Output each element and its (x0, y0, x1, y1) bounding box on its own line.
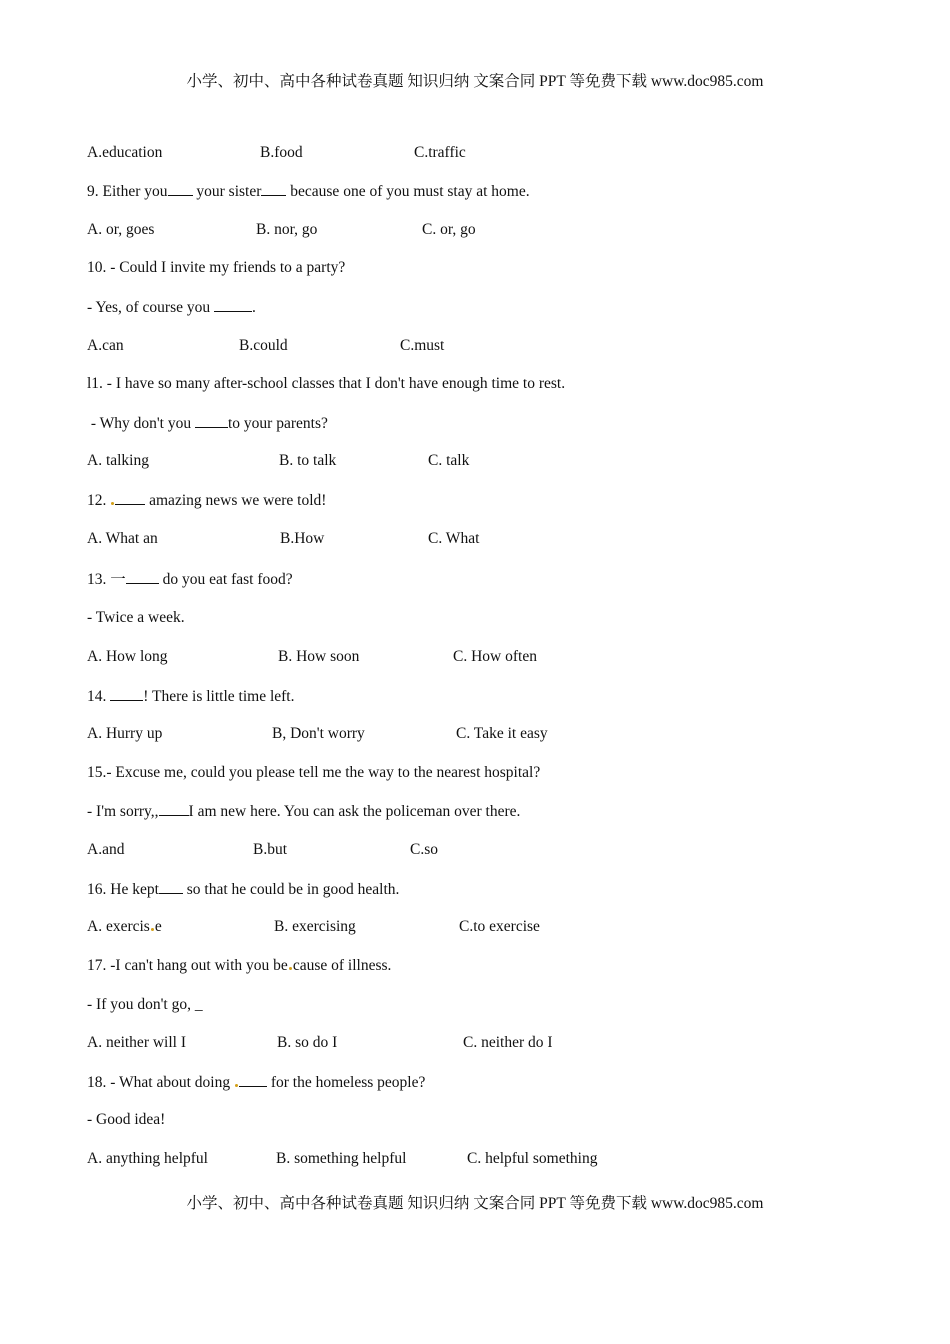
q17-option-c: C. neither do I (463, 1034, 553, 1051)
q18-stem: 18. - What about doing for the homeless people? (87, 1074, 426, 1091)
q10-option-b: B.could (239, 337, 288, 354)
q12-stem: 12. amazing news we were told! (87, 492, 327, 509)
q13-option-a: A. How long (87, 648, 168, 665)
q13-stem: 13. 一 do you eat fast food? (87, 571, 293, 588)
q11-option-b: B. to talk (279, 452, 337, 469)
q14-option-b: B, Don't worry (272, 725, 365, 742)
q12-option-a: A. What an (87, 530, 158, 547)
q18-option-b: B. something helpful (276, 1150, 407, 1167)
q13-option-c: C. How often (453, 648, 537, 665)
q18-option-c: C. helpful something (467, 1150, 598, 1167)
q9-option-b: B. nor, go (256, 221, 318, 238)
q17-option-a: A. neither will I (87, 1034, 187, 1051)
q8-option-a: A.education (87, 144, 163, 161)
q10-stem: 10. - Could I invite my friends to a party? (87, 259, 346, 276)
page-footer: 小学、初中、高中各种试卷真题 知识归纳 文案合同 PPT 等免费下载 www.doc985.com (186, 1195, 764, 1212)
q10-option-c: C.must (400, 337, 445, 354)
q11-option-c: C. talk (428, 452, 470, 469)
q15-reply: - I'm sorry,, I am new here. You can ask the policeman over there. (87, 803, 521, 820)
q16-stem: 16. He kept so that he could be in good health. (87, 881, 400, 898)
q15-stem: 15.- Excuse me, could you please tell me the way to the nearest hospital? (87, 764, 541, 781)
q16-option-b: B. exercising (274, 918, 356, 935)
q13-reply: - Twice a week. (87, 609, 185, 626)
q9-option-c: C. or, go (422, 221, 476, 238)
q17-option-b: B. so do I (277, 1034, 338, 1051)
q11-stem: l1. - I have so many after-school classes that I don't have enough time to rest. (87, 375, 566, 392)
q8-option-c: C.traffic (414, 144, 466, 161)
yellow-dot (235, 1084, 238, 1087)
q16-option-c: C.to exercise (459, 918, 540, 935)
q15-option-a: A.and (87, 841, 125, 858)
q18-reply: - Good idea! (87, 1111, 166, 1128)
q18-option-a: A. anything helpful (87, 1150, 208, 1167)
q8-option-b: B.food (260, 144, 303, 161)
q11-reply: - Why don't you to your parents? (87, 415, 328, 432)
q9-option-a: A. or, goes (87, 221, 155, 238)
q12-option-c: C. What (428, 530, 480, 547)
q15-option-b: B.but (253, 841, 288, 858)
q17-reply: - If you don't go, _ (87, 996, 203, 1013)
yellow-dot (151, 928, 154, 931)
q10-reply: - Yes, of course you . (87, 299, 256, 316)
q12-option-b: B.How (280, 530, 325, 547)
q9-stem: 9. Either you your sister because one of you must stay at home. (87, 183, 530, 200)
q14-option-c: C. Take it easy (456, 725, 548, 742)
q14-option-a: A. Hurry up (87, 725, 163, 742)
q15-option-c: C.so (410, 841, 438, 858)
yellow-dot (111, 502, 114, 505)
q16-option-a: A. exercis e (87, 918, 162, 935)
q14-stem: 14. ! There is little time left. (87, 688, 295, 705)
q10-option-a: A.can (87, 337, 124, 354)
q17-stem: 17. -I can't hang out with you be cause of illness. (87, 957, 392, 974)
page-header: 小学、初中、高中各种试卷真题 知识归纳 文案合同 PPT 等免费下载 www.doc985.com (186, 73, 764, 90)
q11-option-a: A. talking (87, 452, 149, 469)
q13-option-b: B. How soon (278, 648, 360, 665)
yellow-dot (289, 967, 292, 970)
